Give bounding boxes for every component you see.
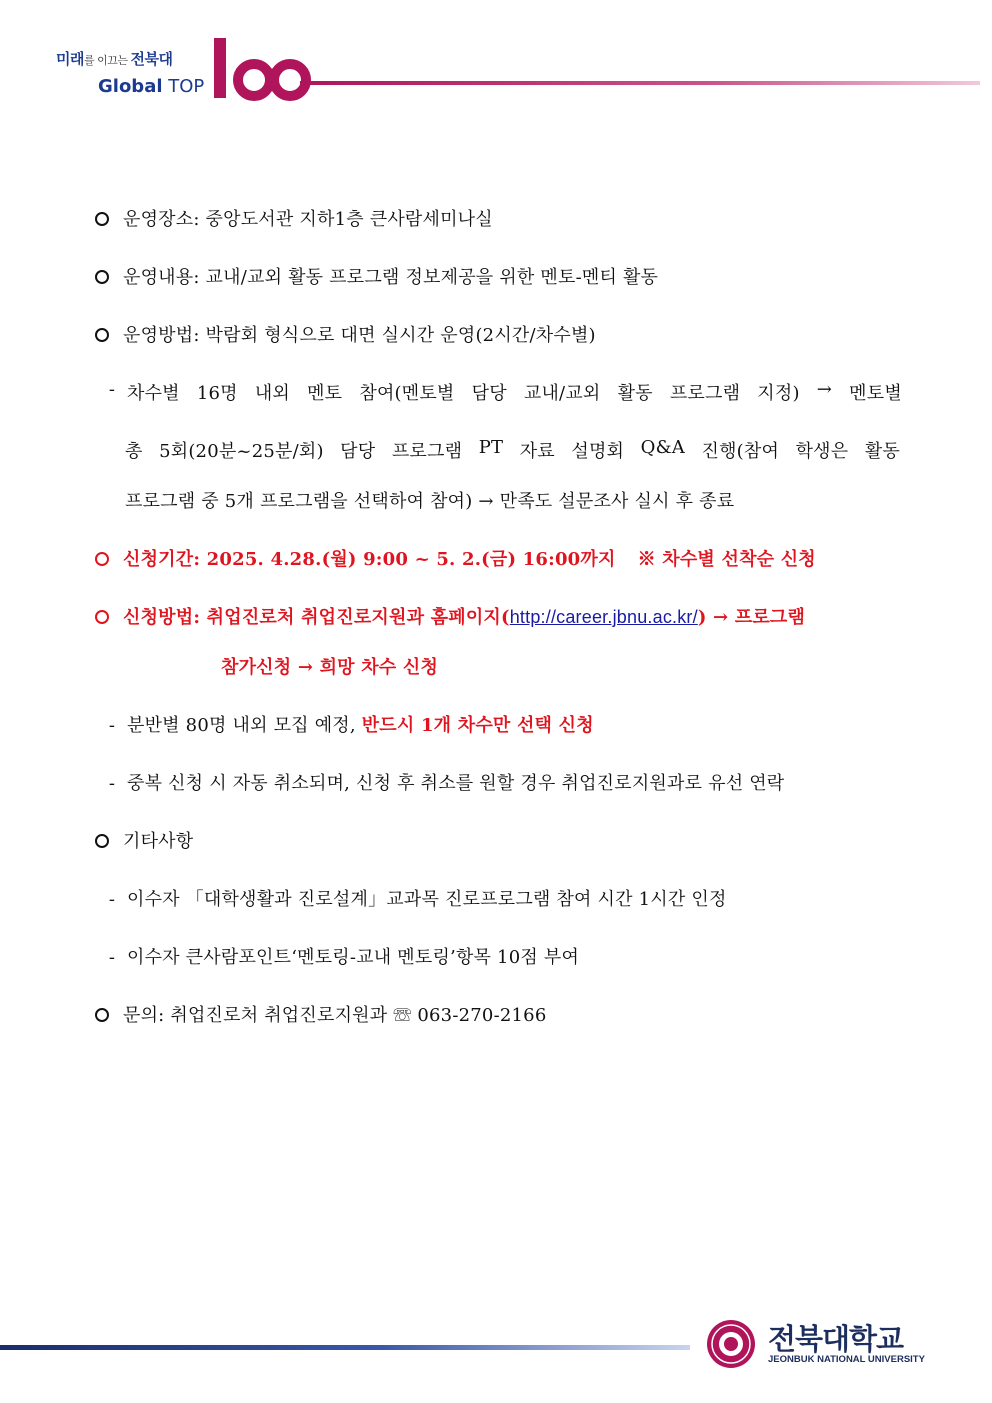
- logo-slogan-b: 를 이끄는: [83, 54, 131, 67]
- circle-bullet-icon: [95, 328, 109, 342]
- etc-2-text: 이수자 큰사람포인트‘멘토링-교내 멘토링’항목 10점 부여: [127, 947, 580, 968]
- logo-global-top: [98, 76, 204, 97]
- detail-word: →: [816, 379, 833, 400]
- method-detail-line-2: [125, 437, 900, 463]
- item-contact: [95, 1001, 546, 1027]
- circle-bullet-icon: [95, 1008, 109, 1022]
- item-content: [95, 263, 658, 289]
- detail-word: PT: [478, 437, 504, 458]
- detail-word: 5회(20분~25분/회): [159, 441, 324, 462]
- item-method: [95, 321, 596, 347]
- career-homepage-link[interactable]: http://career.jbnu.ac.kr/: [509, 607, 698, 627]
- circle-bullet-icon: [95, 610, 109, 624]
- contact-text: 문의: 취업진로처 취업진로지원과 ☏ 063-270-2166: [123, 1005, 547, 1026]
- item-etc-1: [95, 885, 727, 911]
- circle-bullet-icon: [95, 834, 109, 848]
- detail-word: 16명: [196, 383, 238, 404]
- detail-word: 교내/교외: [523, 383, 601, 404]
- detail-word: 프로그램: [669, 383, 741, 404]
- detail-word: 담당: [471, 383, 507, 404]
- logo-slogan: [56, 48, 172, 69]
- method-detail-line-3: [125, 487, 734, 513]
- item-capacity: [95, 711, 594, 737]
- detail-word: 학생은: [795, 441, 849, 462]
- header-logo: [52, 34, 312, 104]
- capacity-text: 분반별 80명 내외 모집 예정,: [127, 715, 362, 736]
- method-detail-2: [125, 437, 900, 463]
- detail-word: Q&A: [640, 437, 686, 458]
- dash-marker: -: [108, 715, 116, 736]
- detail-word: 진행(참여: [701, 441, 780, 462]
- method-text: 운영방법: 박람회 형식으로 대면 실시간 운영(2시간/차수별): [123, 325, 596, 346]
- dash-marker: -: [108, 379, 116, 400]
- university-name-en: JEONBUK NATIONAL UNIVERSITY: [768, 1354, 925, 1365]
- period-note: ※ 차수별 선착순 신청: [637, 549, 816, 570]
- detail-word: 내외: [254, 383, 291, 404]
- dash-marker: -: [108, 773, 116, 794]
- logo-slogan-c: 전북대: [130, 50, 173, 68]
- detail-word: 지정): [757, 383, 800, 404]
- item-apply: [95, 603, 805, 629]
- detail-word: 총: [125, 441, 143, 462]
- detail-word: 멘토: [307, 383, 343, 404]
- item-apply-cont: [221, 653, 438, 679]
- detail-word: 차수별: [127, 383, 180, 404]
- venue-text: 운영장소: 중앙도서관 지하1층 큰사람세미나실: [123, 209, 493, 230]
- apply-text-a: 신청방법: 취업진로처 취업진로지원과 홈페이지(: [123, 607, 510, 628]
- content-text: 운영내용: 교내/교외 활동 프로그램 정보제공을 위한 멘토-멘티 활동: [123, 267, 659, 288]
- detail-word: 활동: [617, 383, 653, 404]
- detail-word: 자료: [519, 441, 555, 462]
- item-etc: [95, 827, 193, 853]
- logo-global: Global: [98, 76, 163, 97]
- detail-word: 설명회: [571, 441, 625, 462]
- logo-slogan-a: 미래: [56, 50, 84, 68]
- etc-1-text: 이수자 「대학생활과 진로설계」교과목 진로프로그램 참여 시간 1시간 인정: [127, 889, 727, 910]
- footer-rule: [0, 1345, 690, 1350]
- detail-word: 담당: [340, 441, 376, 462]
- capacity-emphasis: 반드시 1개 차수만 선택 신청: [361, 715, 594, 736]
- apply-text-c: 참가신청 → 희망 차수 신청: [221, 657, 439, 678]
- detail-word: 활동: [864, 441, 900, 462]
- circle-bullet-icon: [95, 552, 109, 566]
- university-name-ko: 전북대학교: [768, 1322, 904, 1356]
- logo-100-mark: [212, 36, 312, 102]
- item-etc-2: [95, 943, 579, 969]
- detail-word: 프로그램: [391, 441, 463, 462]
- item-duplicate: [95, 769, 784, 795]
- header-rule: [300, 81, 980, 85]
- method-detail-3: 프로그램 중 5개 프로그램을 선택하여 참여) → 만족도 설문조사 실시 후 종료: [125, 491, 735, 512]
- circle-bullet-icon: [95, 212, 109, 226]
- method-detail-1: [127, 379, 902, 405]
- dash-marker: -: [108, 947, 116, 968]
- duplicate-text: 중복 신청 시 자동 취소되며, 신청 후 취소를 원할 경우 취업진로지원과로 유선 연락: [127, 773, 785, 794]
- item-period: [95, 545, 816, 571]
- circle-bullet-icon: [95, 270, 109, 284]
- period-text: 신청기간: 2025. 4.28.(월) 9:00 ~ 5. 2.(금) 16:00까지: [123, 549, 616, 570]
- dash-marker: -: [108, 889, 116, 910]
- footer-logo: [706, 1315, 936, 1375]
- apply-text-b: ) → 프로그램: [697, 607, 806, 628]
- item-venue: [95, 205, 493, 231]
- university-seal-icon: [706, 1319, 756, 1369]
- logo-top: TOP: [162, 76, 205, 97]
- detail-word: 참여(멘토별: [359, 383, 455, 404]
- method-detail-line-1: [95, 379, 902, 405]
- detail-word: 멘토별: [849, 383, 902, 404]
- etc-text: 기타사항: [123, 831, 194, 852]
